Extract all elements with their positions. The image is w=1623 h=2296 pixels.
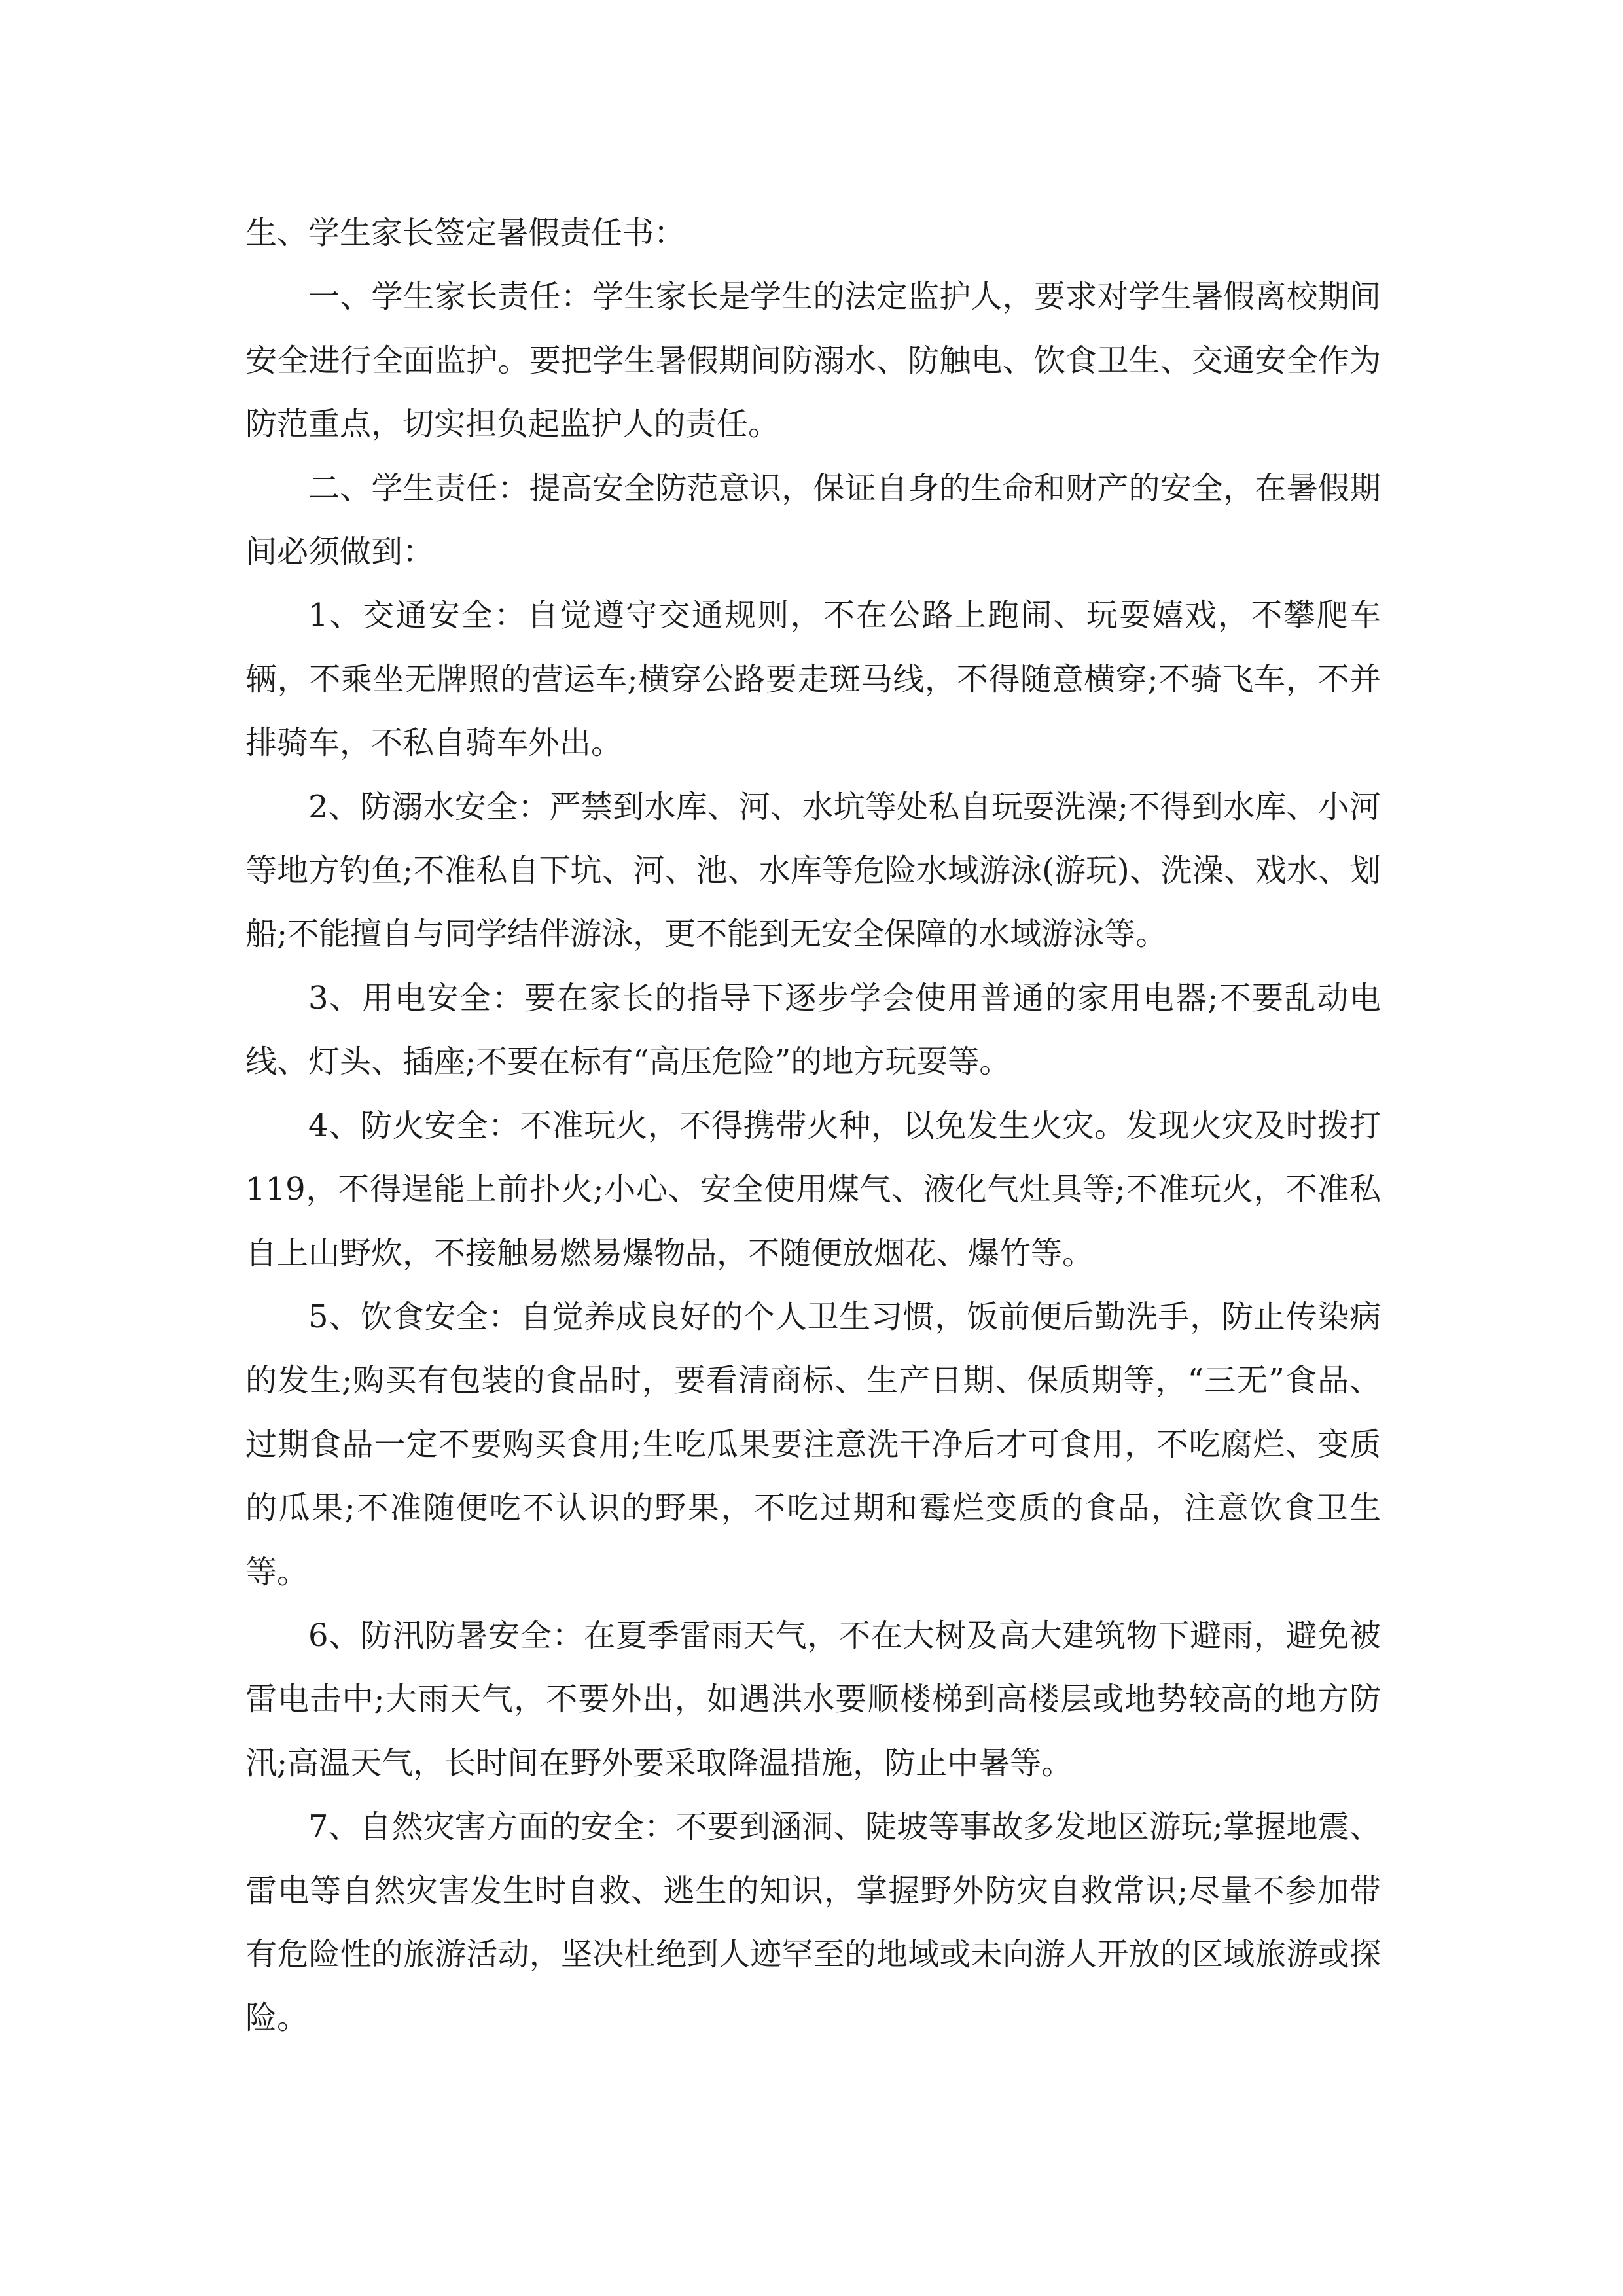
paragraph-traffic-safety: 1、交通安全：自觉遵守交通规则，不在公路上跑闹、玩耍嬉戏，不攀爬车辆，不乘坐无牌照的营运车;横穿公路要走斑马线，不得随意横穿;不骑飞车，不并排骑车，不私自骑车外出。 xyxy=(245,597,1381,762)
paragraph-parent-responsibility: 一、学生家长责任：学生家长是学生的法定监护人，要求对学生暑假离校期间安全进行全面监护。要把学生暑假期间防溺水、防触电、饮食卫生、交通安全作为防范重点，切实担负起监护人的责任。 xyxy=(245,278,1381,443)
paragraph-student-responsibility: 二、学生责任：提高安全防范意识，保证自身的生命和财产的安全，在暑假期间必须做到： xyxy=(245,469,1381,571)
paragraph-flood-heat-safety: 6、防汛防暑安全：在夏季雷雨天气，不在大树及高大建筑物下避雨，避免被雷电击中;大雨天气，不要外出，如遇洪水要顺楼梯到高楼层或地势较高的地方防汛;高温天气，长时间在野外要采取降温措施，防止中暑等。 xyxy=(245,1617,1381,1782)
paragraph-electric-safety: 3、用电安全：要在家长的指导下逐步学会使用普通的家用电器;不要乱动电线、灯头、插座;不要在标有“高压危险”的地方玩耍等。 xyxy=(245,979,1381,1081)
document-body xyxy=(245,202,1381,2051)
paragraph-fire-safety: 4、防火安全：不准玩火，不得携带火种，以免发生火灾。发现火灾及时拨打119，不得逞能上前扑火;小心、安全使用煤气、液化气灶具等;不准玩火，不准私自上山野炊，不接触易燃易爆物品，不随便放烟花、爆竹等。 xyxy=(245,1107,1381,1272)
paragraph-natural-disaster-safety: 7、自然灾害方面的安全：不要到涵洞、陡坡等事故多发地区游玩;掌握地震、雷电等自然灾害发生时自救、逃生的知识，掌握野外防灾自救常识;尽量不参加带有危险性的旅游活动，坚决杜绝到人迹罕至的地域或未向游人开放的区域旅游或探险。 xyxy=(245,1808,1381,2037)
paragraph-intro: 生、学生家长签定暑假责任书： xyxy=(245,215,686,251)
paragraph-drowning-safety: 2、防溺水安全：严禁到水库、河、水坑等处私自玩耍洗澡;不得到水库、小河等地方钓鱼;不准私自下坑、河、池、水库等危险水域游泳(游玩)、洗澡、戏水、划船;不能擅自与同学结伴游泳，更不能到无安全保障的水域游泳等。 xyxy=(245,788,1381,953)
paragraph-food-safety: 5、饮食安全：自觉养成良好的个人卫生习惯，饭前便后勤洗手，防止传染病的发生;购买有包装的食品时，要看清商标、生产日期、保质期等，“三无”食品、过期食品一定不要购买食用;生吃瓜果要注意洗干净后才可食用，不吃腐烂、变质的瓜果;不准随便吃不认识的野果，不吃过期和霉烂变质的食品，注意饮食卫生等。 xyxy=(245,1298,1381,1590)
